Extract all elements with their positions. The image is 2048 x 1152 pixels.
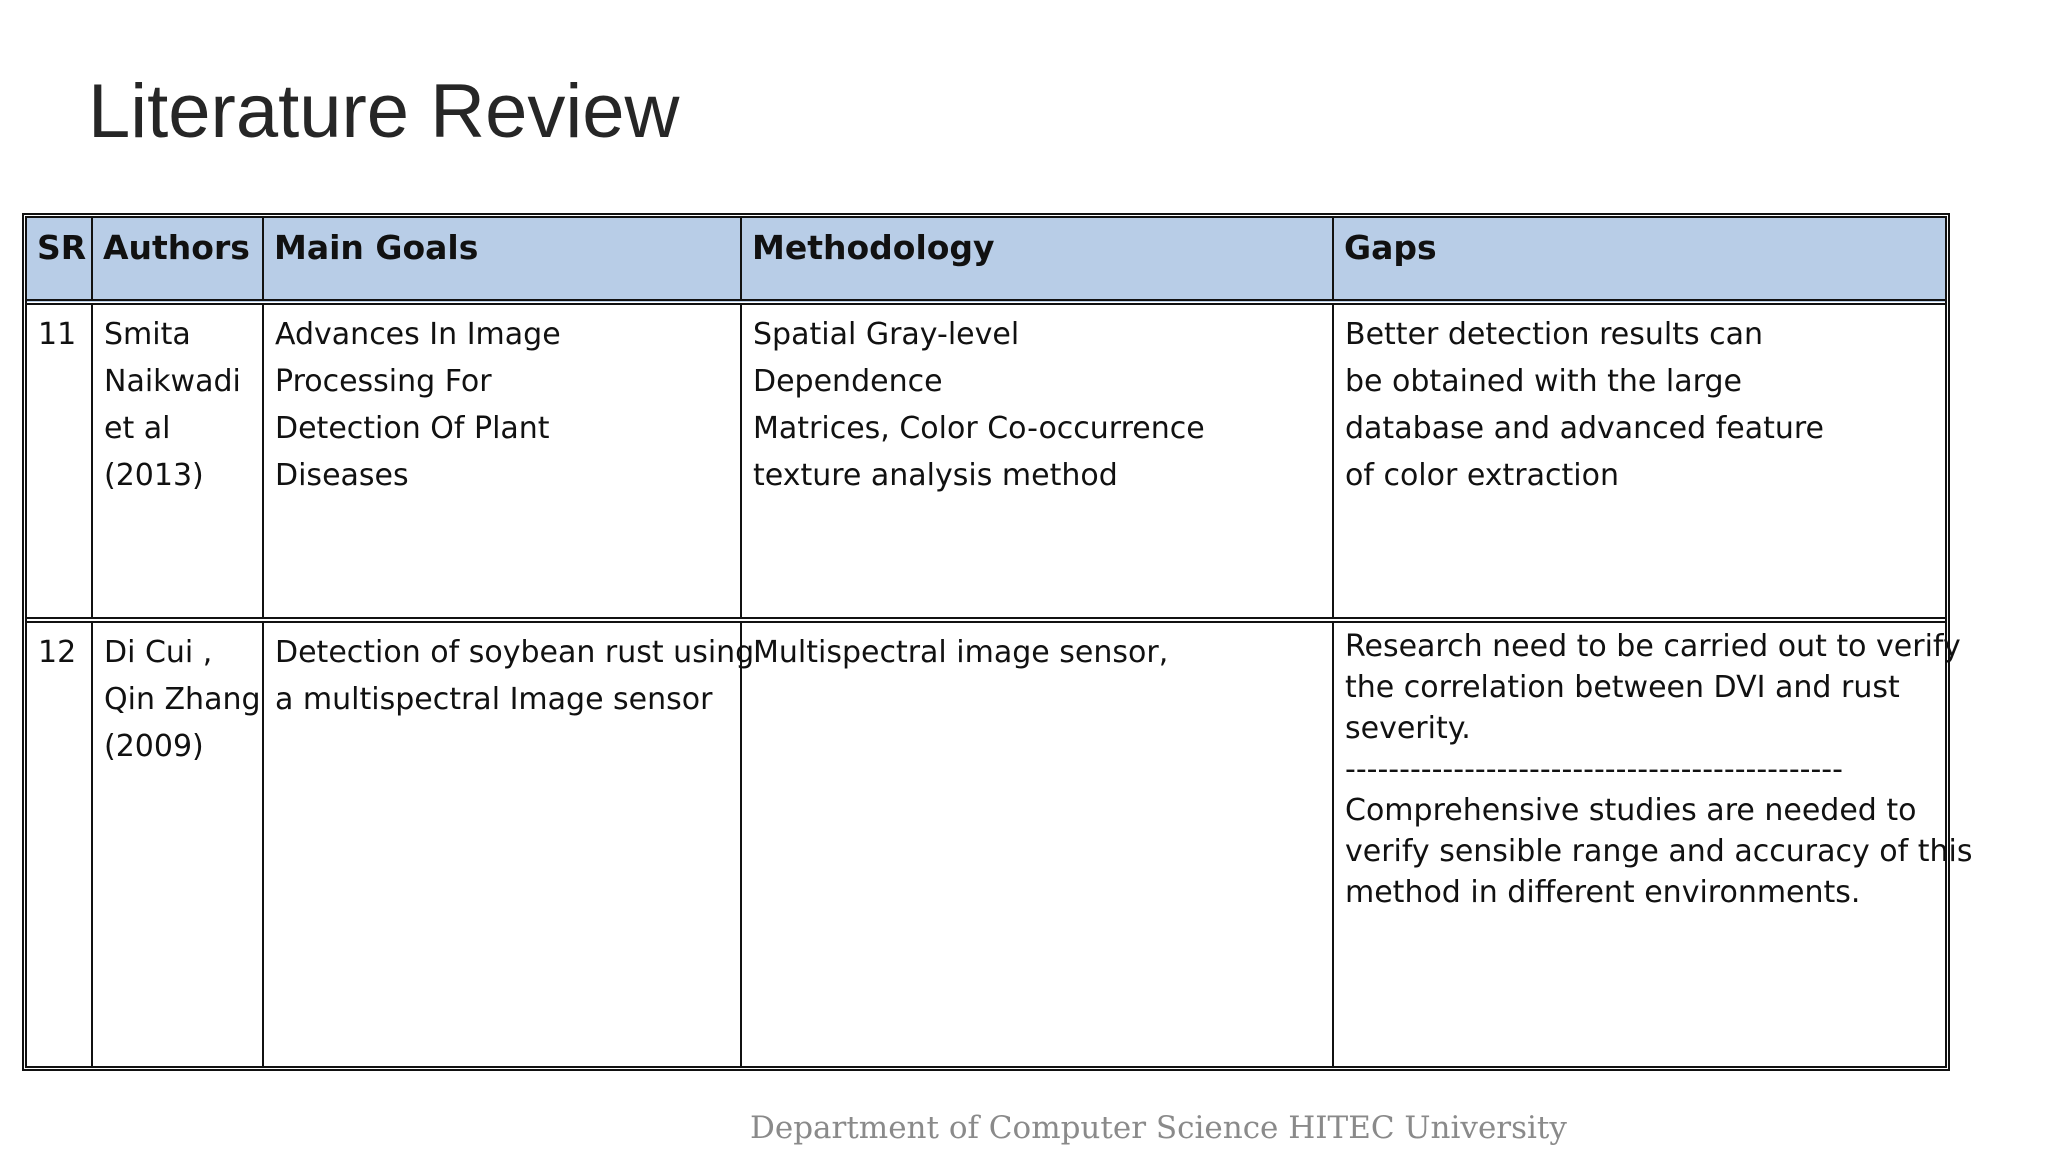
slide-footer: Department of Computer Science HITEC University: [750, 1110, 1567, 1146]
cell-gaps: [1333, 302, 1945, 620]
literature-table: [27, 218, 1973, 1066]
cell-line: Better detection results can: [1345, 317, 1764, 352]
cell-line: the correlation between DVI and rust: [1345, 670, 1900, 705]
cell-line: texture analysis method: [753, 458, 1118, 493]
header-gaps: Gaps: [1333, 218, 1945, 302]
cell-main-goals: [263, 620, 755, 1066]
cell-line: Smita: [104, 317, 191, 352]
table-header-row: [27, 218, 1945, 302]
cell-line: Processing For: [275, 364, 492, 399]
cell-line: Spatial Gray-level: [753, 317, 1020, 352]
cell-line: Dependence: [753, 364, 943, 399]
cell-line: Di Cui ,: [104, 635, 213, 670]
header-sr: SR: [27, 218, 92, 302]
cell-gaps: [1333, 620, 1973, 1066]
cell-line: (2009): [104, 729, 204, 764]
header-authors: Authors: [92, 218, 263, 302]
cell-line: be obtained with the large: [1345, 364, 1742, 399]
cell-line: a multispectral Image sensor: [275, 682, 713, 717]
cell-line: et al: [104, 411, 171, 446]
cell-line: Multispectral image sensor,: [753, 635, 1169, 670]
cell-line: Detection of soybean rust using: [275, 635, 755, 670]
cell-line: Advances In Image: [275, 317, 561, 352]
cell-line: Qin Zhang: [104, 682, 261, 717]
literature-table-frame: [22, 213, 1973, 1071]
header-main-goals: Main Goals: [263, 218, 741, 302]
cell-line: Detection Of Plant: [275, 411, 550, 446]
table-row: [27, 620, 1945, 1066]
cell-line: method in different environments.: [1345, 875, 1861, 910]
cell-line: Matrices, Color Co-occurrence: [753, 411, 1205, 446]
cell-authors: [92, 620, 263, 1066]
header-methodology: Methodology: [741, 218, 1333, 302]
cell-line: of color extraction: [1345, 458, 1619, 493]
cell-methodology: [741, 302, 1333, 620]
cell-line: verify sensible range and accuracy of this: [1345, 834, 1973, 869]
cell-line: Research need to be carried out to verify: [1345, 629, 1961, 664]
cell-line: database and advanced feature: [1345, 411, 1825, 446]
table-row: [27, 302, 1945, 620]
cell-line: Naikwadi: [104, 364, 241, 399]
cell-line: Comprehensive studies are needed to: [1345, 793, 1917, 828]
cell-authors: [92, 302, 263, 620]
cell-methodology: [741, 620, 1333, 1066]
cell-line: Diseases: [275, 458, 409, 493]
gaps-separator: ----------------------------------------------: [1345, 752, 1843, 787]
cell-sr: 11: [27, 302, 92, 620]
slide-title: Literature Review: [88, 69, 680, 154]
cell-sr: 12: [38, 635, 77, 670]
cell-line: severity.: [1345, 711, 1471, 746]
cell-line: (2013): [104, 458, 204, 493]
cell-main-goals: [263, 302, 741, 620]
